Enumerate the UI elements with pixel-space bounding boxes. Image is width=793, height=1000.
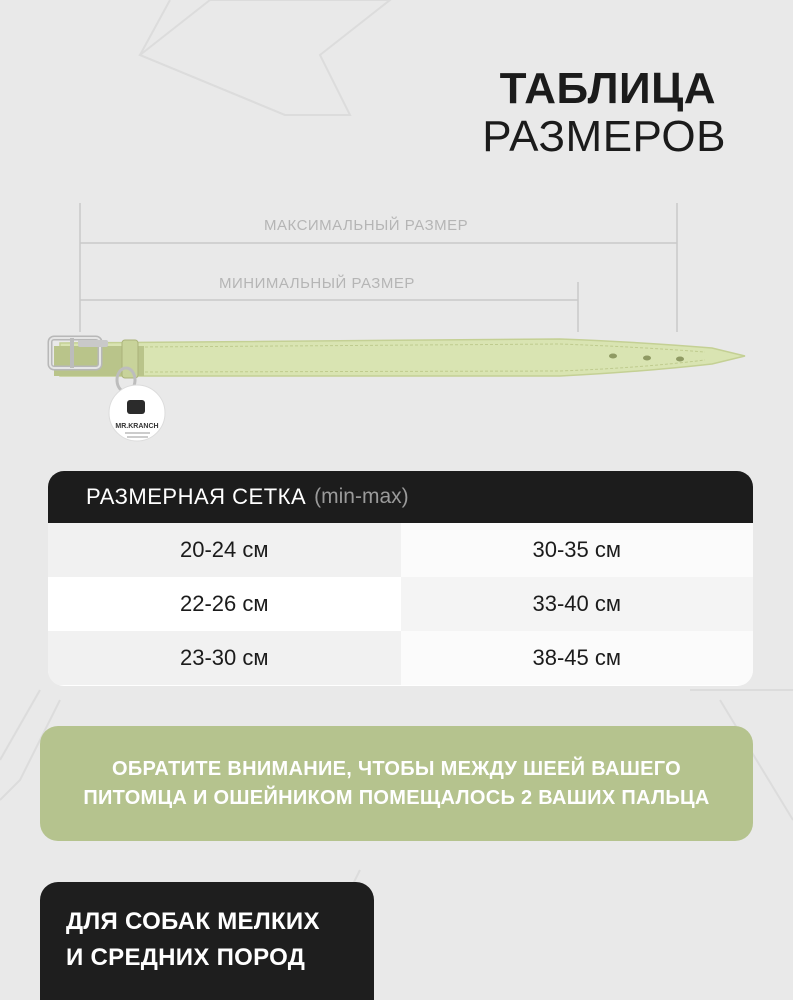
- size-table-title: РАЗМЕРНАЯ СЕТКА: [86, 484, 307, 509]
- size-cell: 33-40 см: [401, 577, 754, 631]
- tag-brand-text: MR.KRANCH: [115, 423, 159, 430]
- breed-line-2: И СРЕДНИХ ПОРОД: [66, 944, 306, 971]
- size-cell: 20-24 см: [48, 523, 401, 577]
- size-table-note: (min-max): [314, 485, 409, 508]
- table-row: [48, 523, 753, 577]
- notice-line-1: ОБРАТИТЕ ВНИМАНИЕ, ЧТОБЫ МЕЖДУ ШЕЕЙ ВАШЕГО: [112, 757, 681, 780]
- breed-line-1: ДЛЯ СОБАК МЕЛКИХ: [66, 908, 320, 935]
- size-cell: 23-30 см: [48, 631, 401, 685]
- min-size-label: МИНИМАЛЬНЫЙ РАЗМЕР: [219, 275, 415, 292]
- size-cell: 30-35 см: [401, 523, 754, 577]
- size-cell: 38-45 см: [401, 631, 754, 685]
- page-subtitle: РАЗМЕРОВ: [482, 112, 726, 161]
- size-cell: 22-26 см: [48, 577, 401, 631]
- notice-line-2: ПИТОМЦА И ОШЕЙНИКОМ ПОМЕЩАЛОСЬ 2 ВАШИХ ПАЛЬЦА: [83, 786, 710, 809]
- table-row: [48, 577, 753, 631]
- size-table-header: [48, 471, 753, 523]
- breed-badge: [40, 882, 374, 1000]
- size-table: [48, 471, 753, 686]
- table-row: [48, 631, 753, 685]
- max-size-label: МАКСИМАЛЬНЫЙ РАЗМЕР: [264, 217, 469, 234]
- page-title: ТАБЛИЦА: [499, 64, 716, 113]
- fit-notice: [40, 726, 753, 841]
